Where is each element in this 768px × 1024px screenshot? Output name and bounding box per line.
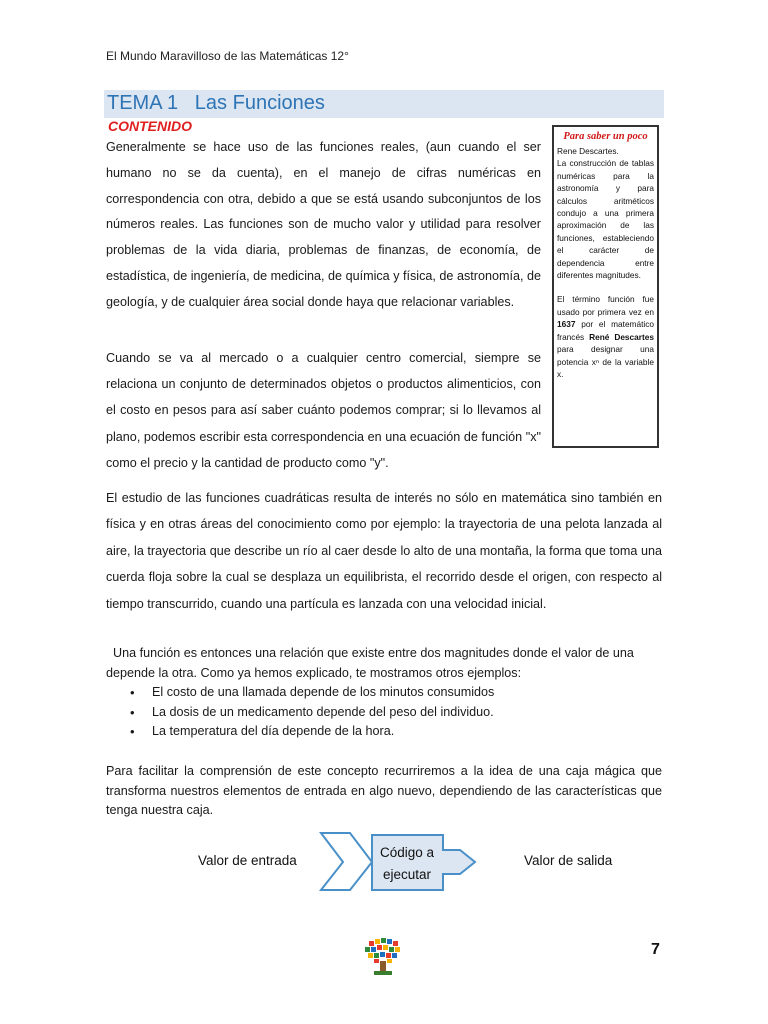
definition-block: [106, 644, 662, 742]
input-label: Valor de entrada: [198, 853, 297, 868]
page-title: TEMA 1 Las Funciones: [107, 92, 325, 114]
sidebox-text-2b: por el matemático francés: [557, 319, 654, 342]
tree-logo-icon: [359, 937, 407, 977]
output-label: Valor de salida: [524, 853, 613, 868]
box-label-line2: ejecutar: [382, 867, 432, 882]
box-label-line1: Código a: [379, 845, 435, 860]
magic-box-paragraph: Para facilitar la comprensión de este concepto recurriremos a la idea de una caja mágica que transforma nuestros elementos de entrada en algo nuevo, dependiendo de las características que tenga nuestra caja.: [106, 764, 662, 817]
sidebox-text-2a: El término función fue usado por primera vez en: [557, 294, 654, 317]
list-item: • La temperatura del día depende de la hora.: [106, 722, 662, 742]
page-number: 7: [651, 941, 660, 958]
list-item: • La dosis de un medicamento depende del peso del individuo.: [106, 703, 662, 723]
running-header: El Mundo Maravilloso de las Matemáticas 12°: [106, 49, 349, 63]
process-diagram: [318, 830, 478, 894]
sidebox-name: Rene Descartes.: [557, 146, 619, 156]
quadratic-paragraph: El estudio de las funciones cuadráticas resulta de interés no sólo en matemática sino también en física y en otras áreas del conocimiento como por ejemplo: la trayectoria de una pelota lanzada al aire, la trayectoria que describe un río al caer desde lo alto de una montaña, la forma que toma una cuerda floja sobre la cual se desplaza un equilibrista, el recorrido desde el origen, con respecto al tiempo transcurrido, cuando una partícula es lanzada con una velocidad inicial.: [106, 491, 662, 611]
sidebox-author: René Descartes: [589, 331, 654, 342]
intro-paragraph: Generalmente se hace uso de las funciones reales, (aun cuando el ser humano no se da cuenta), en el manejo de cifras numéricas en correspondencia con otra, debido a que se está usando subconjuntos de los números reales. Las funciones son de mucho valor y utilidad para resolver problemas de la vida diaria, problemas de finanzas, de economía, de estadística, de ingeniería, de medicina, de química y física, de astronomía, de geología, y de cualquier área social donde haya que relacionar variables.: [106, 140, 541, 309]
title-banner: [104, 90, 664, 118]
list-item: • El costo de una llamada depende de los minutos consumidos: [106, 683, 662, 703]
market-paragraph: Cuando se va al mercado o a cualquier centro comercial, siempre se relaciona un conjunto de determinados objetos o productos alimenticios, con el costo en pesos para así saber cuánto podemos comprar; si lo llevamos al plano, podemos escribir esta correspondencia en una ecuación de función "x" como el precio y la cantidad de producto como "y".: [106, 351, 541, 470]
info-sidebox: [552, 125, 659, 448]
examples-list: [106, 683, 662, 742]
sidebox-year: 1637: [557, 319, 576, 330]
section-label: CONTENIDO: [108, 118, 192, 134]
sidebox-text-1: La construcción de tablas numéricas para la astronomía y para cálculos aritméticos condujo a una primera aproximación de las funciones, estableciendo el carácter de dependencia entre diferentes magnitudes.: [557, 158, 654, 281]
sidebox-text-2: [557, 293, 654, 380]
sidebox-text-2c: para designar una potencia xⁿ de la variable x.: [557, 344, 654, 379]
sidebox-title: Para saber un poco: [563, 131, 648, 142]
chevron-icon: [321, 833, 372, 890]
definition-paragraph: Una función es entonces una relación que existe entre dos magnitudes donde el valor de una depende la otra. Como ya hemos explicado, te mostramos otros ejemplos:: [106, 646, 638, 680]
